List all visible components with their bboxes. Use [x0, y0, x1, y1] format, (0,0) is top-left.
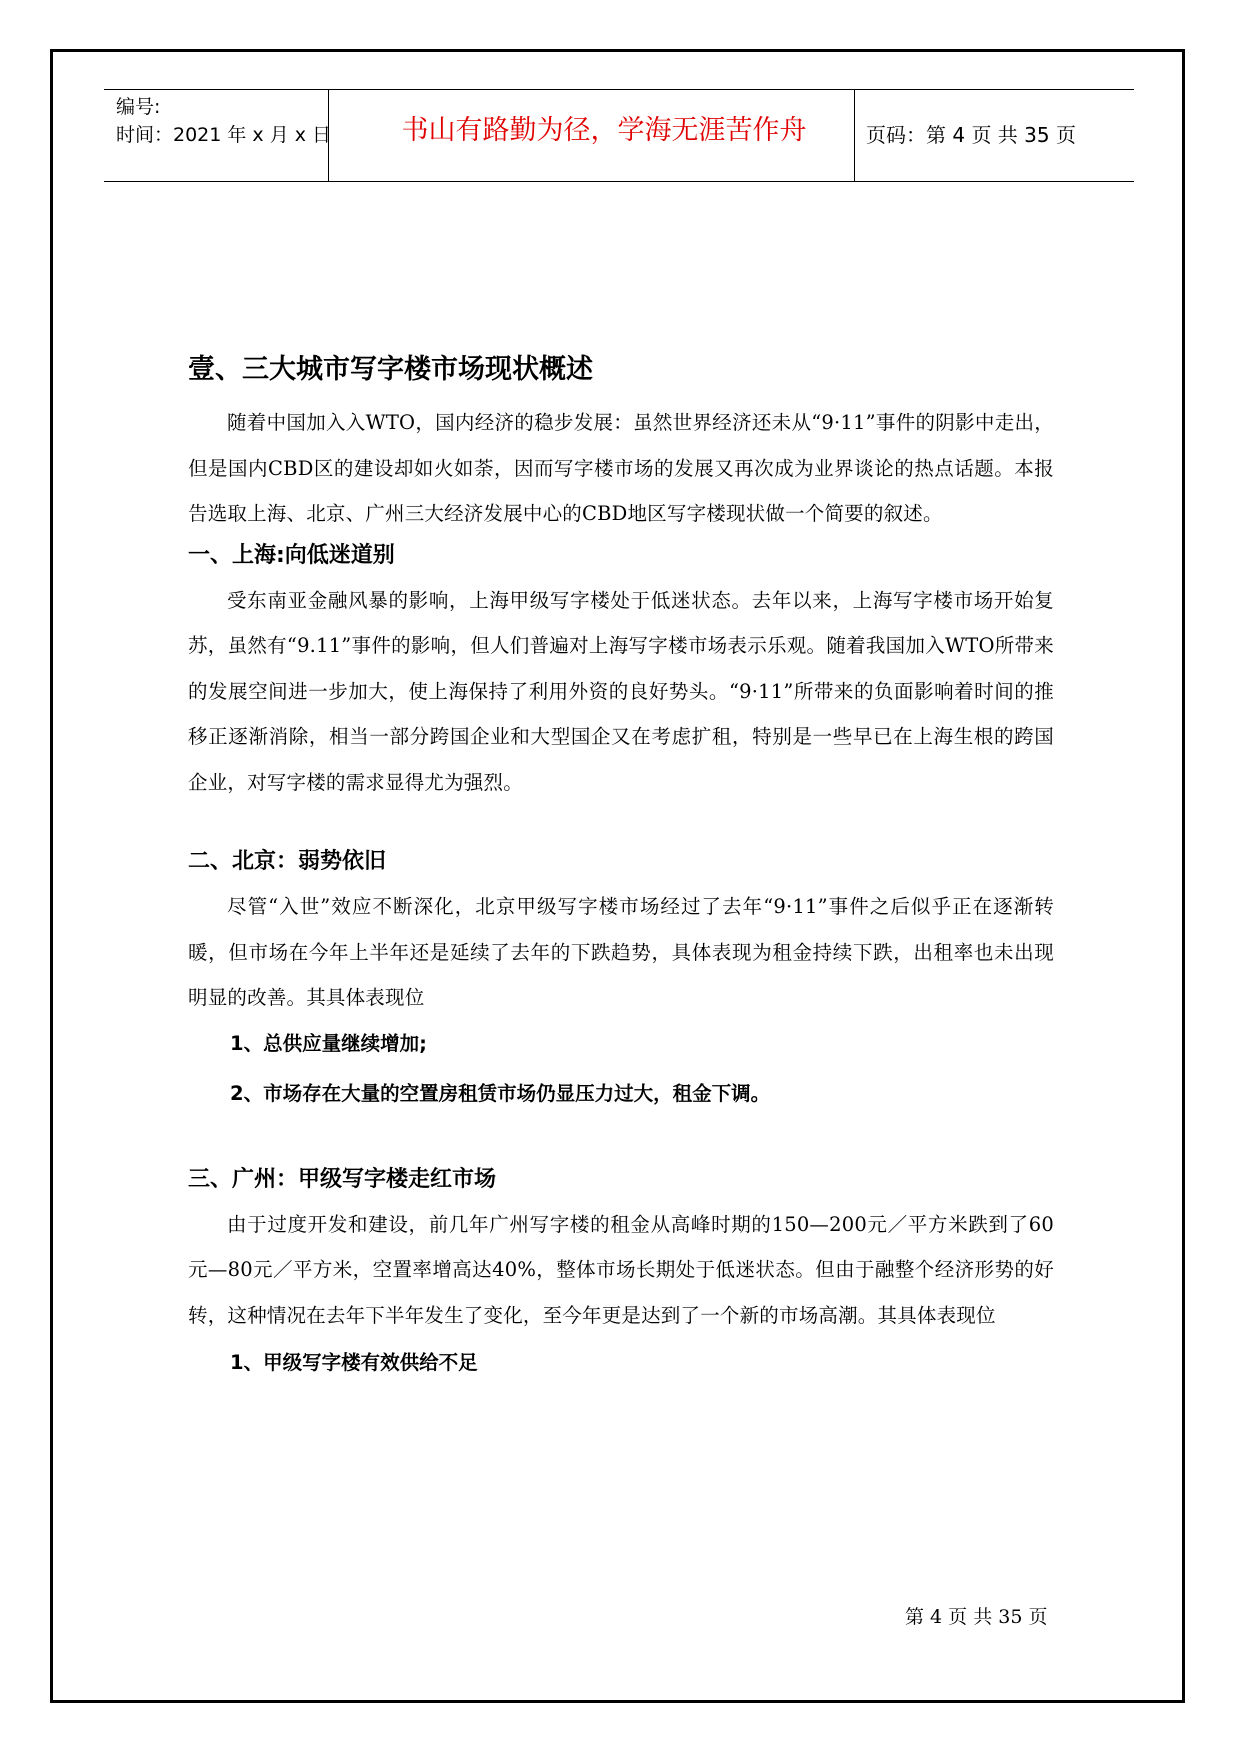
header-divider-left — [328, 90, 329, 181]
header-meta — [116, 93, 331, 149]
section-heading: 一、上海:向低迷道别 — [188, 542, 395, 568]
section-paragraph: 尽管“入世”效应不断深化，北京甲级写字楼市场经过了去年“9·11”事件之后似乎正在逐渐转暖，但市场在今年上半年还是延续了去年的下跌趋势，具体表现为租金持续下跌，出租率也未出现明显的改善。其具体表现位 — [188, 895, 1054, 1009]
section-paragraph: 由于过度开发和建设，前几年广州写字楼的租金从高峰时期的150—200元／平方米跌到了60元—80元／平方米，空置率增高达40%，整体市场长期处于低迷状态。但由于融整个经济形势的好转，这种情况在去年下半年发生了变化，至今年更是达到了一个新的市场高潮。其具体表现位 — [188, 1212, 1054, 1327]
section-beijing — [188, 847, 1054, 1109]
document-number-label: 编号: — [116, 96, 161, 118]
section-heading: 二、北京：弱势依旧 — [188, 849, 387, 874]
list-item: 1、甲级写字楼有效供给不足 — [230, 1351, 478, 1374]
document-body — [188, 350, 1054, 1378]
header-page-number: 页码：第 4 页 共 35 页 — [866, 123, 1076, 147]
list-item: 1、总供应量继续增加; — [230, 1031, 427, 1055]
document-date: 时间：2021 年 x 月 x 日 — [116, 124, 332, 146]
section-heading: 三、广州：甲级写字楼走红市场 — [188, 1166, 497, 1192]
intro-paragraph: 随着中国加入入WTO，国内经济的稳步发展：虽然世界经济还未从“9·11”事件的阴影中走出，但是国内CBD区的建设却如火如荼，因而写字楼市场的发展又再次成为业界谈论的热点话题。本报告选取上海、北京、广州三大经济发展中心的CBD地区写字楼现状做一个简要的叙述。 — [188, 411, 1054, 525]
document-header — [104, 89, 1134, 182]
list-item: 2、市场存在大量的空置房租赁市场仍显压力过大，租金下调。 — [230, 1081, 771, 1105]
section-paragraph: 受东南亚金融风暴的影响，上海甲级写字楼处于低迷状态。去年以来，上海写字楼市场开始复苏，虽然有“9.11”事件的影响，但人们普遍对上海写字楼市场表示乐观。随着我国加入WTO所带来的发展空间进一步加大，使上海保持了利用外资的良好势头。“9·11”所带来的负面影响着时间的推移正逐渐消除，相当一部分跨国企业和大型国企又在考虑扩租，特别是一些早已在上海生根的跨国企业，对写字楼的需求显得尤为强烈。 — [188, 588, 1054, 794]
header-divider-right — [854, 90, 855, 181]
section-shanghai — [188, 541, 1054, 806]
section-guangzhou — [188, 1165, 1054, 1379]
document-title: 壹、三大城市写字楼市场现状概述 — [188, 354, 593, 385]
page-footer: 第 4 页 共 35 页 — [905, 1606, 1048, 1628]
header-motto: 书山有路勤为径，学海无涯苦作舟 — [401, 115, 807, 146]
